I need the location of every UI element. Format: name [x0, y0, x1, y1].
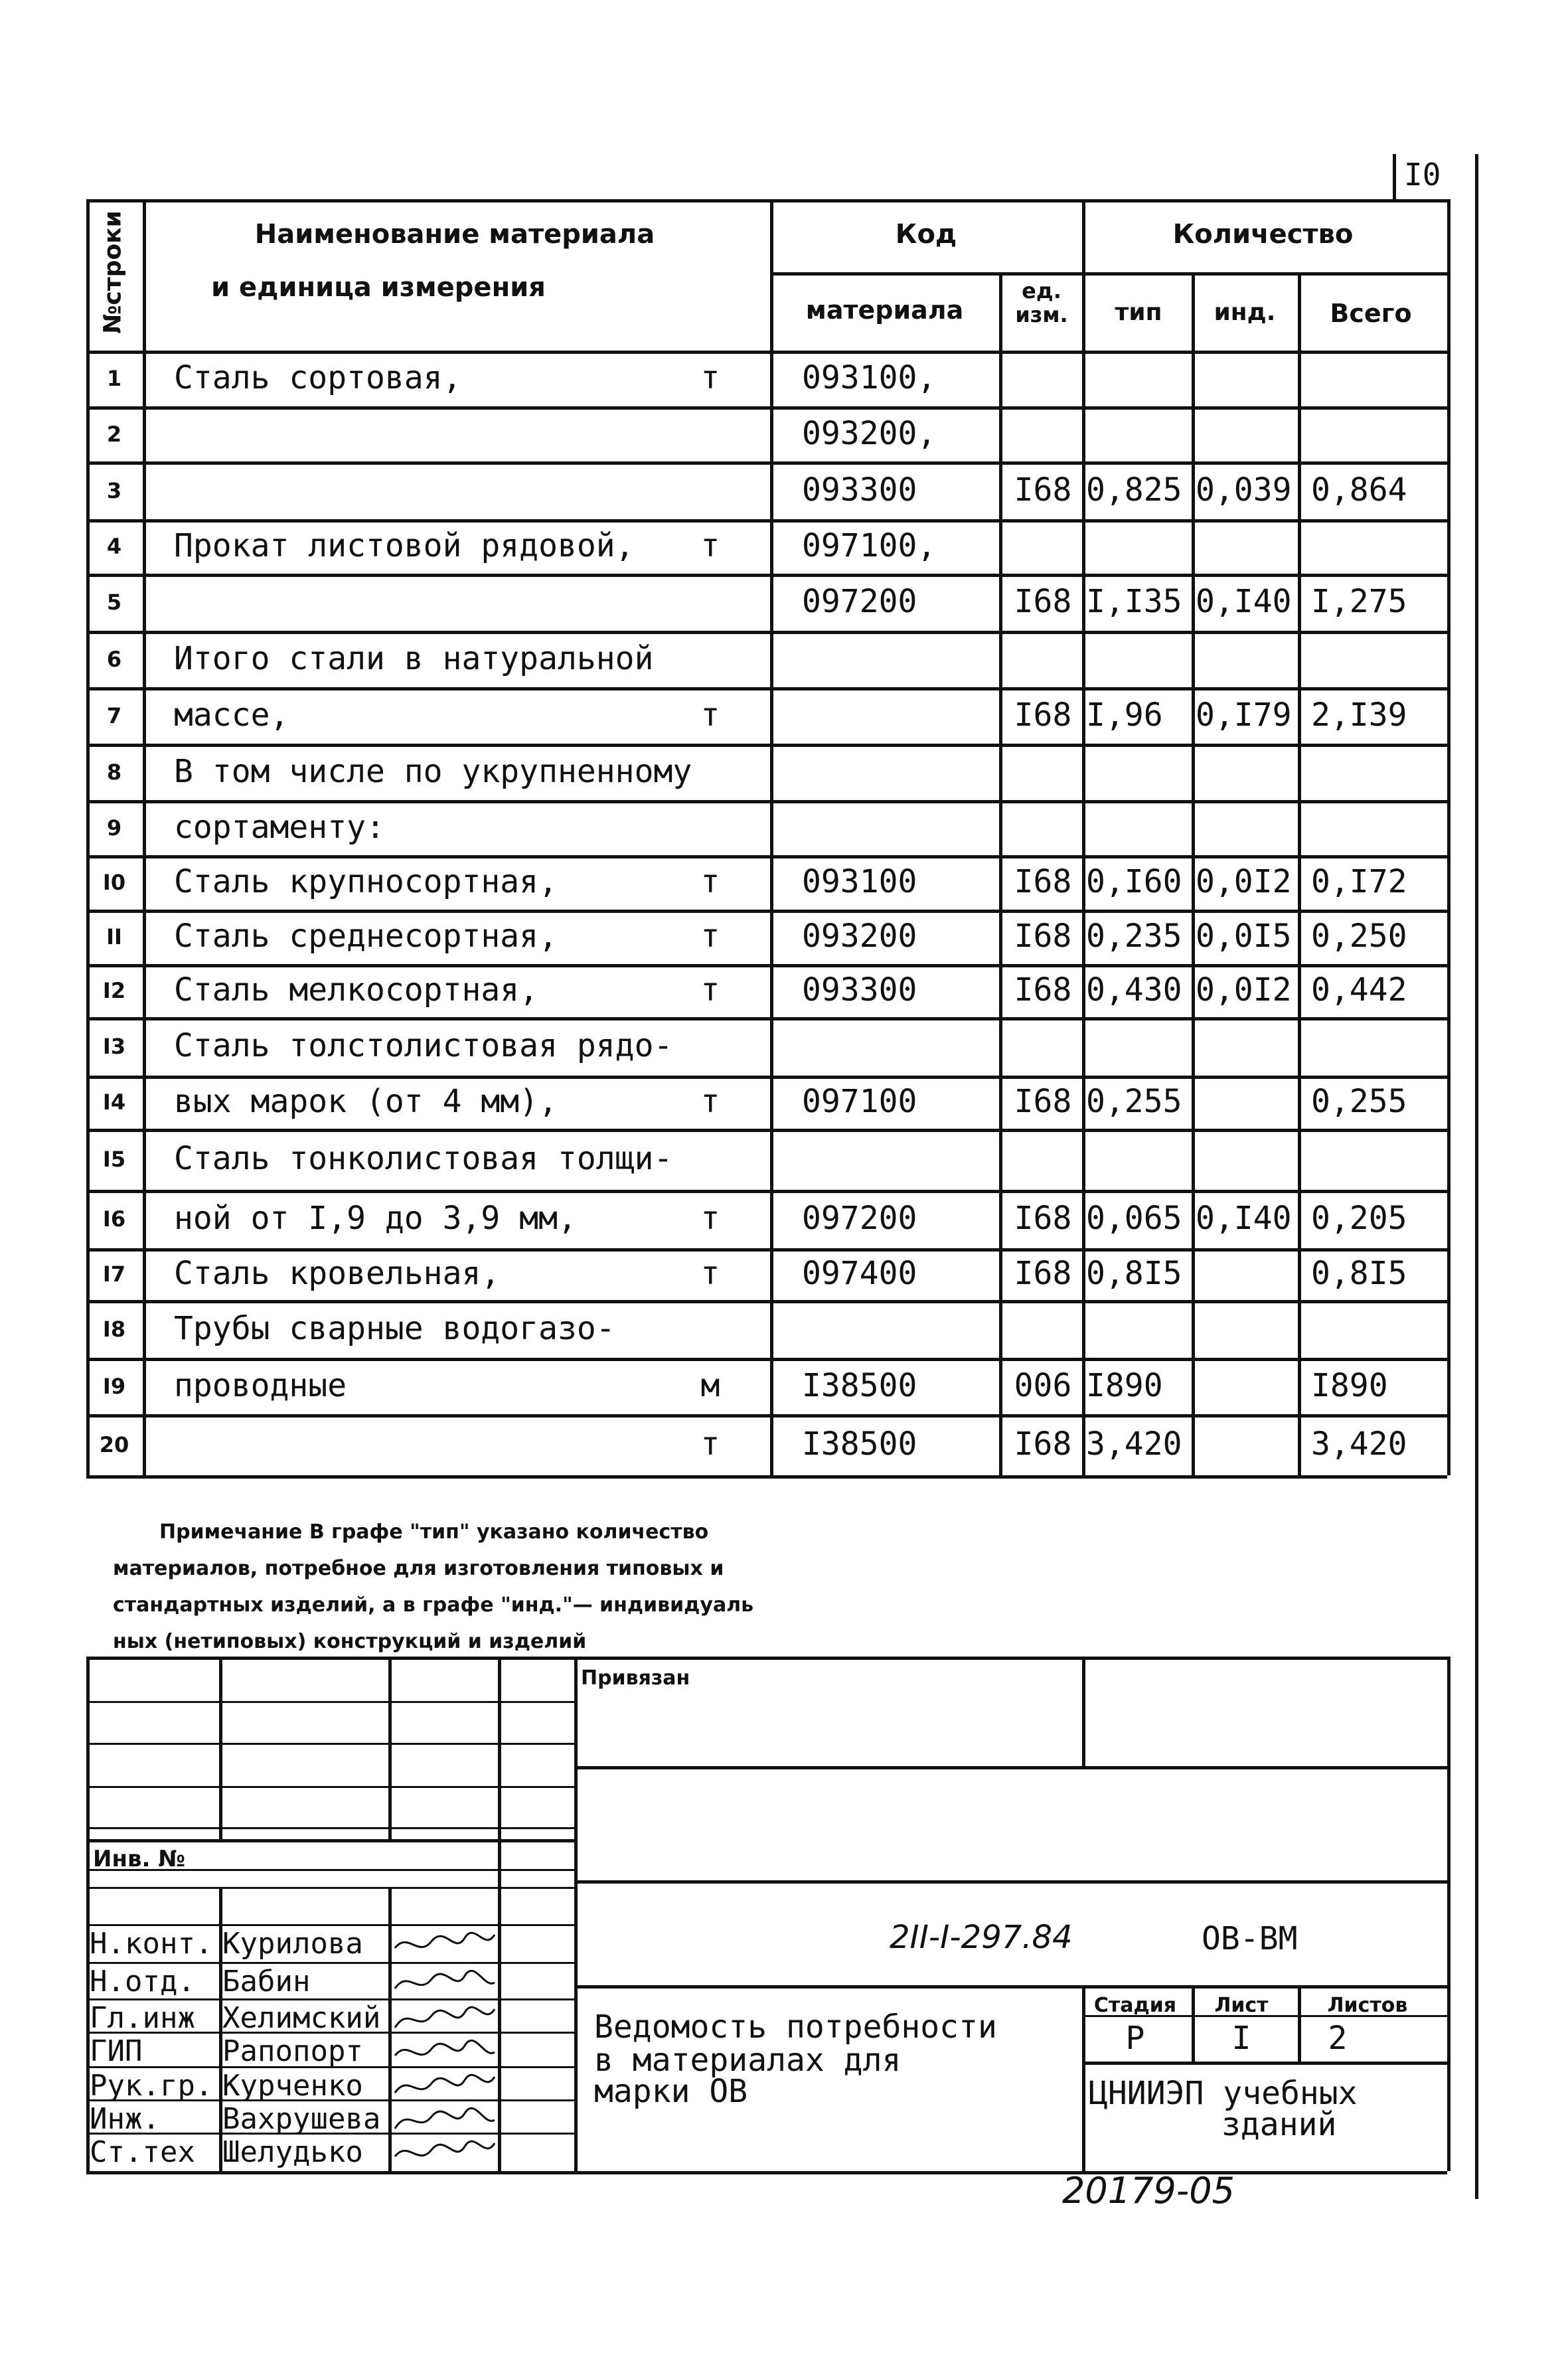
grid-line — [574, 1880, 1447, 1884]
sheets-label: Листов — [1327, 1994, 1408, 2017]
grid-line — [1447, 199, 1450, 1475]
grid-line — [1192, 272, 1195, 1475]
signature-scribble — [392, 2002, 498, 2036]
material-code: 097100 — [802, 1083, 917, 1120]
note-line-1: Примечание В графе "тип" указано количество — [159, 1520, 709, 1544]
quantity-total: 0,255 — [1311, 1083, 1407, 1120]
row-number: I4 — [102, 1090, 126, 1115]
grid-line — [86, 910, 1447, 913]
unit-code: I68 — [1014, 1200, 1072, 1237]
signature-scribble — [392, 2036, 498, 2069]
signatory-name: Бабин — [222, 1965, 311, 1998]
header-row-number — [86, 199, 139, 345]
sheets-value: 2 — [1328, 2020, 1348, 2057]
material-code: I38500 — [802, 1425, 917, 1463]
unit-code: I68 — [1014, 1083, 1072, 1120]
unit-symbol: т — [700, 527, 720, 564]
unit-symbol: т — [700, 918, 720, 955]
row-number: I2 — [102, 978, 126, 1003]
grid-line — [1082, 272, 1447, 276]
unit-symbol: м — [700, 1366, 720, 1404]
material-code: 097100, — [802, 527, 937, 564]
unit-symbol: т — [700, 863, 720, 900]
row-number: 8 — [106, 759, 122, 785]
grid-line — [1082, 2062, 1447, 2065]
signatory-role: Ст.тех — [90, 2135, 195, 2169]
row-number: 2 — [106, 421, 122, 447]
grid-line — [1447, 1657, 1450, 2171]
title-line-1: Ведомость потребности — [594, 2008, 997, 2046]
material-code: 093200 — [802, 918, 917, 955]
quantity-individual: 0,I79 — [1196, 696, 1292, 734]
unit-symbol: т — [700, 971, 720, 1009]
quantity-individual: 0,039 — [1196, 471, 1292, 509]
document-mark: ОВ-ВМ — [1202, 1920, 1298, 1957]
grid-line — [86, 1017, 1447, 1020]
material-name: вых марок (от 4 мм), — [174, 1083, 558, 1120]
title-line-2: в материалах для — [594, 2042, 902, 2079]
grid-line — [86, 687, 1447, 690]
material-name: Трубы сварные водогазо- — [174, 1309, 615, 1347]
row-number: I7 — [102, 1261, 126, 1287]
grid-line — [86, 199, 90, 1475]
quantity-type: 0,430 — [1086, 971, 1182, 1009]
quantity-total: 3,420 — [1311, 1425, 1407, 1463]
grid-line — [86, 744, 1447, 747]
unit-symbol: т — [700, 696, 720, 734]
row-number: I5 — [102, 1147, 126, 1172]
grid-line — [86, 406, 1447, 410]
grid-line — [143, 199, 146, 1475]
quantity-type: 0,235 — [1086, 918, 1182, 955]
signatory-role: Рук.гр. — [90, 2069, 213, 2103]
material-name: Сталь кровельная, — [174, 1255, 501, 1292]
material-name: ной от I,9 до 3,9 мм, — [174, 1200, 577, 1237]
material-name: Прокат листовой рядовой, — [174, 527, 635, 564]
note-line-3: стандартных изделий, а в графе "инд."— индивидуаль — [113, 1593, 754, 1617]
row-number: 4 — [106, 534, 122, 559]
signature-scribble — [392, 2070, 498, 2103]
material-name: Сталь тонколистовая толщи- — [174, 1140, 673, 1177]
header-q-total: Всего — [1330, 299, 1412, 328]
quantity-type: 0,065 — [1086, 1200, 1182, 1237]
row-number: II — [106, 924, 122, 949]
unit-code: I68 — [1014, 1255, 1072, 1292]
grid-line — [86, 1358, 1447, 1361]
material-name: сортаменту: — [174, 808, 385, 846]
material-code: 097200 — [802, 583, 917, 620]
material-name: Сталь мелкосортная, — [174, 971, 539, 1009]
grid-line — [86, 1076, 1447, 1079]
organization-line-1: ЦНИИЭП учебных — [1089, 2075, 1358, 2112]
signature-scribble — [392, 1928, 498, 1961]
grid-line — [86, 964, 1447, 967]
row-number: I9 — [102, 1373, 126, 1399]
material-code: I38500 — [802, 1366, 917, 1404]
header-quantity: Количество — [1172, 219, 1354, 250]
signature-scribble — [392, 2137, 498, 2170]
privyazan-label: Привязан — [581, 1666, 690, 1690]
signatory-role: Гл.инж — [90, 2001, 195, 2035]
material-code: 093300 — [802, 471, 917, 509]
row-number: 5 — [106, 590, 122, 615]
header-name-unit: и единица измерения — [211, 272, 546, 303]
grid-line — [1298, 272, 1301, 1475]
unit-code: I68 — [1014, 583, 1072, 620]
grid-line — [86, 1248, 1447, 1252]
signature-scribble — [392, 1966, 498, 1999]
grid-line — [999, 272, 1002, 1475]
material-name: Сталь крупносортная, — [174, 863, 558, 900]
material-name: массе, — [174, 696, 289, 734]
unit-code: I68 — [1014, 918, 1072, 955]
note-line-4: ных (нетиповых) конструкций и изделий — [113, 1630, 587, 1653]
grid-line — [86, 351, 1447, 354]
unit-symbol: т — [700, 1200, 720, 1237]
grid-line — [86, 1190, 1447, 1193]
signatory-role: ГИП — [90, 2034, 143, 2068]
material-code: 093300 — [802, 971, 917, 1009]
material-name: Сталь среднесортная, — [174, 918, 558, 955]
header-code: Код — [895, 219, 957, 250]
material-name: Сталь сортовая, — [174, 359, 462, 396]
row-number: 1 — [106, 366, 122, 391]
material-code: 097400 — [802, 1255, 917, 1292]
signature-scribble — [392, 2103, 498, 2137]
row-number: I6 — [102, 1206, 126, 1232]
material-name: Сталь толстолистовая рядо- — [174, 1027, 673, 1064]
header-code-material: материала — [805, 295, 964, 325]
header-q-ind: инд. — [1214, 299, 1276, 326]
material-name: проводные — [174, 1366, 347, 1404]
grid-line — [86, 2171, 574, 2173]
signatory-name: Курилова — [222, 1927, 363, 1961]
quantity-type: 0,255 — [1086, 1083, 1182, 1120]
grid-line — [86, 1129, 1447, 1132]
quantity-individual: 0,I40 — [1196, 583, 1292, 620]
grid-line — [770, 199, 773, 1475]
signatory-role: Инж. — [90, 2102, 160, 2136]
quantity-individual: 0,0I2 — [1196, 863, 1292, 900]
grid-line — [86, 1300, 1447, 1303]
bottom-number: 20179-05 — [1062, 2170, 1235, 2212]
signatory-role: Н.конт. — [90, 1927, 213, 1961]
quantity-individual: 0,I40 — [1196, 1200, 1292, 1237]
row-number: 3 — [106, 477, 122, 503]
quantity-type: I890 — [1086, 1366, 1163, 1404]
signatory-name: Рапопорт — [222, 2034, 363, 2068]
grid-line — [388, 1657, 392, 1839]
header-q-type: тип — [1115, 299, 1162, 326]
page-number: I0 — [1404, 157, 1441, 193]
quantity-total: 2,I39 — [1311, 696, 1407, 734]
row-number: I3 — [102, 1034, 126, 1059]
material-code: 097200 — [802, 1200, 917, 1237]
signatory-name: Хелимский — [222, 2001, 381, 2035]
quantity-total: I890 — [1311, 1366, 1388, 1404]
quantity-total: 0,8I5 — [1311, 1255, 1407, 1292]
document-code: 2II-I-297.84 — [890, 1919, 1073, 1956]
inventory-label: Инв. № — [93, 1846, 186, 1872]
grid-line — [86, 855, 1447, 858]
grid-line — [574, 1985, 1447, 1988]
unit-code: I68 — [1014, 971, 1072, 1009]
grid-line — [86, 1839, 574, 1842]
row-number: 9 — [106, 815, 122, 841]
quantity-total: 0,442 — [1311, 971, 1407, 1009]
unit-code: 006 — [1014, 1366, 1072, 1404]
grid-line — [86, 1475, 1447, 1479]
stage-label: Стадия — [1093, 1994, 1177, 2017]
unit-code: I68 — [1014, 471, 1072, 509]
sheet-value: I — [1231, 2020, 1251, 2057]
grid-line — [574, 1766, 1447, 1769]
quantity-type: 0,I60 — [1086, 863, 1182, 900]
signatory-role: Н.отд. — [90, 1965, 195, 1998]
grid-line — [86, 631, 1447, 634]
grid-line — [86, 199, 1447, 203]
quantity-type: 3,420 — [1086, 1425, 1182, 1463]
header-row-number-text: №строки — [99, 210, 127, 334]
material-name: Итого стали в натуральной — [174, 639, 654, 677]
unit-symbol: т — [700, 1255, 720, 1292]
row-number: I0 — [102, 870, 126, 895]
row-number: 7 — [106, 702, 122, 728]
grid-line — [770, 272, 1082, 276]
grid-line — [1082, 1657, 1085, 1766]
grid-line — [86, 800, 1447, 803]
quantity-total: I,275 — [1311, 583, 1407, 620]
grid-line — [86, 1414, 1447, 1418]
grid-line — [574, 1657, 578, 2171]
organization-line-2: зданий — [1221, 2106, 1337, 2143]
right-margin-line — [1475, 154, 1478, 2199]
quantity-individual: 0,0I5 — [1196, 918, 1292, 955]
grid-line — [219, 1657, 222, 1839]
stage-value: Р — [1125, 2020, 1145, 2057]
grid-line — [86, 574, 1447, 577]
unit-symbol: т — [700, 1083, 720, 1120]
header-code-unit: ед. изм. — [1015, 278, 1068, 327]
grid-line — [498, 1657, 501, 2171]
quantity-type: 0,825 — [1086, 471, 1182, 509]
note-line-2: материалов, потребное для изготовления типовых и — [113, 1557, 724, 1580]
unit-symbol: т — [700, 359, 720, 396]
unit-code: I68 — [1014, 1425, 1072, 1463]
quantity-type: 0,8I5 — [1086, 1255, 1182, 1292]
quantity-type: I,96 — [1086, 696, 1163, 734]
material-code: 093100 — [802, 863, 917, 900]
unit-code: I68 — [1014, 863, 1072, 900]
sheet-label: Лист — [1214, 1994, 1269, 2017]
material-code: 093100, — [802, 359, 937, 396]
unit-code: I68 — [1014, 696, 1072, 734]
quantity-total: 0,864 — [1311, 471, 1407, 509]
quantity-individual: 0,0I2 — [1196, 971, 1292, 1009]
grid-line — [1082, 1985, 1085, 2171]
quantity-total: 0,205 — [1311, 1200, 1407, 1237]
material-code: 093200, — [802, 414, 937, 452]
row-number: I8 — [102, 1316, 126, 1342]
page-number-divider — [1393, 154, 1396, 201]
quantity-total: 0,250 — [1311, 918, 1407, 955]
header-name: Наименование материала — [254, 219, 655, 250]
signatory-name: Курченко — [222, 2069, 363, 2103]
row-number: 6 — [106, 646, 122, 672]
row-number: 20 — [99, 1432, 129, 1457]
signatory-name: Вахрушева — [222, 2102, 381, 2136]
material-name: В том числе по укрупненному — [174, 752, 692, 790]
signatory-name: Шелудько — [222, 2135, 363, 2169]
grid-line — [86, 519, 1447, 523]
title-line-3: марки ОВ — [594, 2073, 748, 2110]
grid-line — [86, 461, 1447, 465]
unit-symbol: т — [700, 1425, 720, 1463]
quantity-total: 0,I72 — [1311, 863, 1407, 900]
quantity-type: I,I35 — [1086, 583, 1182, 620]
